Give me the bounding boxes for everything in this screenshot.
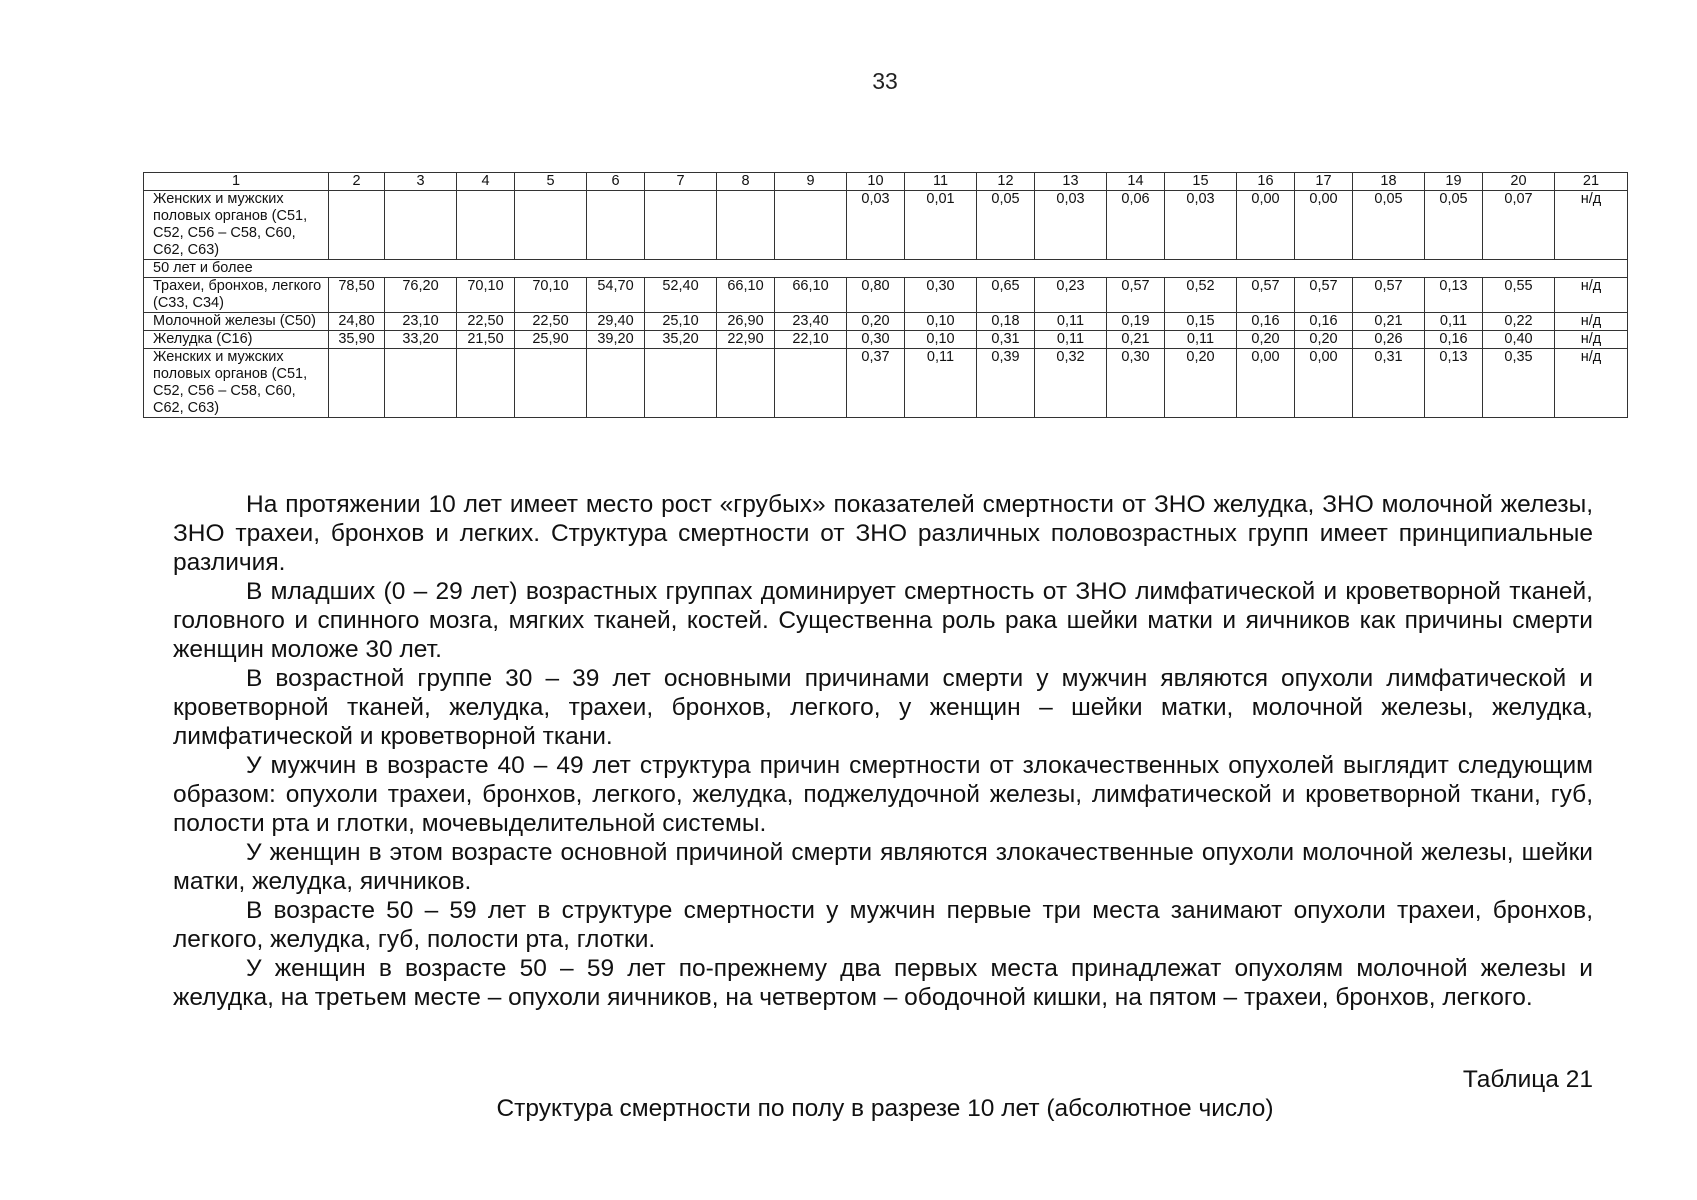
table-cell: 0,57 <box>1107 278 1165 313</box>
table-cell: 35,90 <box>329 331 385 349</box>
table-cell: 0,32 <box>1035 349 1107 418</box>
table-cell: 0,05 <box>1425 191 1483 260</box>
table-cell <box>329 349 385 418</box>
table-cell: 0,03 <box>847 191 905 260</box>
table-cell: н/д <box>1555 349 1628 418</box>
table-cell <box>775 191 847 260</box>
table-cell: 0,20 <box>1295 331 1353 349</box>
page-number: 33 <box>872 68 898 94</box>
column-header: 1 <box>144 173 329 191</box>
table-cell: 0,11 <box>1425 313 1483 331</box>
table-cell: 0,21 <box>1353 313 1425 331</box>
table-cell: 0,57 <box>1237 278 1295 313</box>
table-cell: 0,16 <box>1295 313 1353 331</box>
column-header: 7 <box>645 173 717 191</box>
row-label: Молочной железы (С50) <box>144 313 329 331</box>
table-cell: 25,10 <box>645 313 717 331</box>
column-header: 16 <box>1237 173 1295 191</box>
row-label: Трахеи, бронхов, легкого (С33, С34) <box>144 278 329 313</box>
table-cell: 0,35 <box>1483 349 1555 418</box>
table-cell: 0,07 <box>1483 191 1555 260</box>
paragraph: В младших (0 – 29 лет) возрастных группах доминирует смертность от ЗНО лимфатической и кроветворной тканей, головного и спинного мозга, мягких тканей, костей. Существенна роль рака шейки матки и яичников как причины смерти женщин моложе 30 лет. <box>173 578 1593 663</box>
column-header: 12 <box>977 173 1035 191</box>
table-cell: 22,50 <box>457 313 515 331</box>
column-header: 6 <box>587 173 645 191</box>
column-header: 20 <box>1483 173 1555 191</box>
table-cell: 33,20 <box>385 331 457 349</box>
table-cell: 23,40 <box>775 313 847 331</box>
table-cell: 0,00 <box>1295 349 1353 418</box>
section-row <box>144 260 1628 278</box>
paragraph: У женщин в этом возрасте основной причиной смерти являются злокачественные опухоли молочной железы, шейки матки, желудка, яичников. <box>173 839 1593 895</box>
table-cell: н/д <box>1555 313 1628 331</box>
section-label: 50 лет и более <box>144 260 1628 278</box>
table-cell: 0,11 <box>1035 331 1107 349</box>
column-header: 13 <box>1035 173 1107 191</box>
table-cell <box>645 349 717 418</box>
table-cell: 66,10 <box>717 278 775 313</box>
table-cell <box>385 349 457 418</box>
mortality-table <box>143 172 1628 418</box>
table-cell: 0,80 <box>847 278 905 313</box>
paragraph: На протяжении 10 лет имеет место рост «грубых» показателей смертности от ЗНО желудка, ЗНО молочной железы, ЗНО трахеи, бронхов и легких. Структура смертности от ЗНО различных половозрастных групп имеет принципиальные различия. <box>173 491 1593 576</box>
table-cell: 22,10 <box>775 331 847 349</box>
table-cell: н/д <box>1555 191 1628 260</box>
table-cell: 66,10 <box>775 278 847 313</box>
table-cell: 0,00 <box>1237 349 1295 418</box>
table-cell: 70,10 <box>457 278 515 313</box>
table-cell: 0,40 <box>1483 331 1555 349</box>
table-cell: 0,57 <box>1353 278 1425 313</box>
paragraph: В возрастной группе 30 – 39 лет основными причинами смерти у мужчин являются опухоли лимфатической и кроветворной тканей, желудка, трахеи, бронхов, легкого, у женщин – шейки матки, молочной железы, желудка, лимфатической и кроветворной ткани. <box>173 665 1593 750</box>
table-cell: 52,40 <box>645 278 717 313</box>
body-text <box>173 490 1593 1012</box>
table-row <box>144 191 1628 260</box>
table-cell: 0,16 <box>1237 313 1295 331</box>
column-header: 15 <box>1165 173 1237 191</box>
table-cell: 0,00 <box>1295 191 1353 260</box>
table-cell <box>587 349 645 418</box>
table-cell: 0,15 <box>1165 313 1237 331</box>
row-label: Женских и мужских половых органов (С51, С52, С56 – С58, С60, С62, С63) <box>144 349 329 418</box>
table-cell <box>717 349 775 418</box>
paragraph: В возрасте 50 – 59 лет в структуре смертности у мужчин первые три места занимают опухоли трахеи, бронхов, легкого, желудка, губ, полости рта, глотки. <box>173 897 1593 953</box>
column-header: 2 <box>329 173 385 191</box>
table-cell <box>587 191 645 260</box>
table-cell <box>645 191 717 260</box>
table-cell: 0,18 <box>977 313 1035 331</box>
table-number: Таблица 21 <box>1462 1066 1593 1093</box>
table-cell: 29,40 <box>587 313 645 331</box>
table-cell: 0,30 <box>847 331 905 349</box>
table-cell <box>775 349 847 418</box>
table-cell: 0,00 <box>1237 191 1295 260</box>
table-cell: 0,20 <box>1237 331 1295 349</box>
table-cell: 39,20 <box>587 331 645 349</box>
table-cell <box>385 191 457 260</box>
column-header: 10 <box>847 173 905 191</box>
table-cell: 35,20 <box>645 331 717 349</box>
table-cell: 0,01 <box>905 191 977 260</box>
table-cell: 0,11 <box>1035 313 1107 331</box>
table-cell: 0,23 <box>1035 278 1107 313</box>
paragraph: У мужчин в возрасте 40 – 49 лет структура причин смертности от злокачественных опухолей выглядит следующим образом: опухоли трахеи, бронхов, легкого, желудка, поджелудочной железы, лимфатической и кроветворной ткани, губ, полости рта и глотки, мочевыделительной системы. <box>173 752 1593 837</box>
table-header-row <box>144 173 1628 191</box>
table-cell: 76,20 <box>385 278 457 313</box>
table-cell: 70,10 <box>515 278 587 313</box>
table-cell: 0,52 <box>1165 278 1237 313</box>
column-header: 11 <box>905 173 977 191</box>
table-row <box>144 278 1628 313</box>
table-cell: 0,06 <box>1107 191 1165 260</box>
table-cell: 0,11 <box>1165 331 1237 349</box>
table-cell: 0,37 <box>847 349 905 418</box>
table-cell: 0,10 <box>905 313 977 331</box>
paragraph: У женщин в возрасте 50 – 59 лет по-прежнему два первых места принадлежат опухолям молочной железы и желудка, на третьем месте – опухоли яичников, на четвертом – ободочной кишки, на пятом – трахеи, бронхов, легкого. <box>173 955 1593 1011</box>
column-header: 9 <box>775 173 847 191</box>
table-row <box>144 313 1628 331</box>
table-cell: 26,90 <box>717 313 775 331</box>
column-header: 21 <box>1555 173 1628 191</box>
table-cell: 0,16 <box>1425 331 1483 349</box>
table-cell: 0,39 <box>977 349 1035 418</box>
table-cell: 78,50 <box>329 278 385 313</box>
table-cell: 0,20 <box>1165 349 1237 418</box>
row-label: Женских и мужских половых органов (С51, С52, С56 – С58, С60, С62, С63) <box>144 191 329 260</box>
table-cell: 0,21 <box>1107 331 1165 349</box>
column-header: 5 <box>515 173 587 191</box>
table-cell: 22,90 <box>717 331 775 349</box>
table-cell: н/д <box>1555 278 1628 313</box>
table-cell: 0,13 <box>1425 349 1483 418</box>
table-cell: 0,30 <box>905 278 977 313</box>
table-row <box>144 331 1628 349</box>
table-cell <box>457 349 515 418</box>
table-cell: 0,57 <box>1295 278 1353 313</box>
table-cell: 0,55 <box>1483 278 1555 313</box>
table-cell: 0,05 <box>977 191 1035 260</box>
table-cell <box>515 349 587 418</box>
table-caption: Структура смертности по полу в разрезе 10 лет (абсолютное число) <box>496 1095 1274 1122</box>
table-cell: 24,80 <box>329 313 385 331</box>
table-cell: 25,90 <box>515 331 587 349</box>
table-cell: 23,10 <box>385 313 457 331</box>
column-header: 18 <box>1353 173 1425 191</box>
table-cell: 0,11 <box>905 349 977 418</box>
column-header: 8 <box>717 173 775 191</box>
table-cell: 0,31 <box>977 331 1035 349</box>
table-cell: 0,13 <box>1425 278 1483 313</box>
table-cell: 0,65 <box>977 278 1035 313</box>
column-header: 17 <box>1295 173 1353 191</box>
table-cell: 0,22 <box>1483 313 1555 331</box>
column-header: 19 <box>1425 173 1483 191</box>
table-cell <box>515 191 587 260</box>
table-cell: 54,70 <box>587 278 645 313</box>
table-cell: 21,50 <box>457 331 515 349</box>
table-cell: 0,26 <box>1353 331 1425 349</box>
table-cell: 0,31 <box>1353 349 1425 418</box>
table-cell: 0,10 <box>905 331 977 349</box>
table-cell: 0,19 <box>1107 313 1165 331</box>
table-cell <box>329 191 385 260</box>
table-cell <box>717 191 775 260</box>
table-cell: 0,05 <box>1353 191 1425 260</box>
table-cell: 0,30 <box>1107 349 1165 418</box>
table-cell: 0,03 <box>1035 191 1107 260</box>
column-header: 14 <box>1107 173 1165 191</box>
table-cell: н/д <box>1555 331 1628 349</box>
column-header: 3 <box>385 173 457 191</box>
table-cell: 0,03 <box>1165 191 1237 260</box>
column-header: 4 <box>457 173 515 191</box>
row-label: Желудка (С16) <box>144 331 329 349</box>
table-row <box>144 349 1628 418</box>
table-cell: 22,50 <box>515 313 587 331</box>
table-cell: 0,20 <box>847 313 905 331</box>
table-cell <box>457 191 515 260</box>
